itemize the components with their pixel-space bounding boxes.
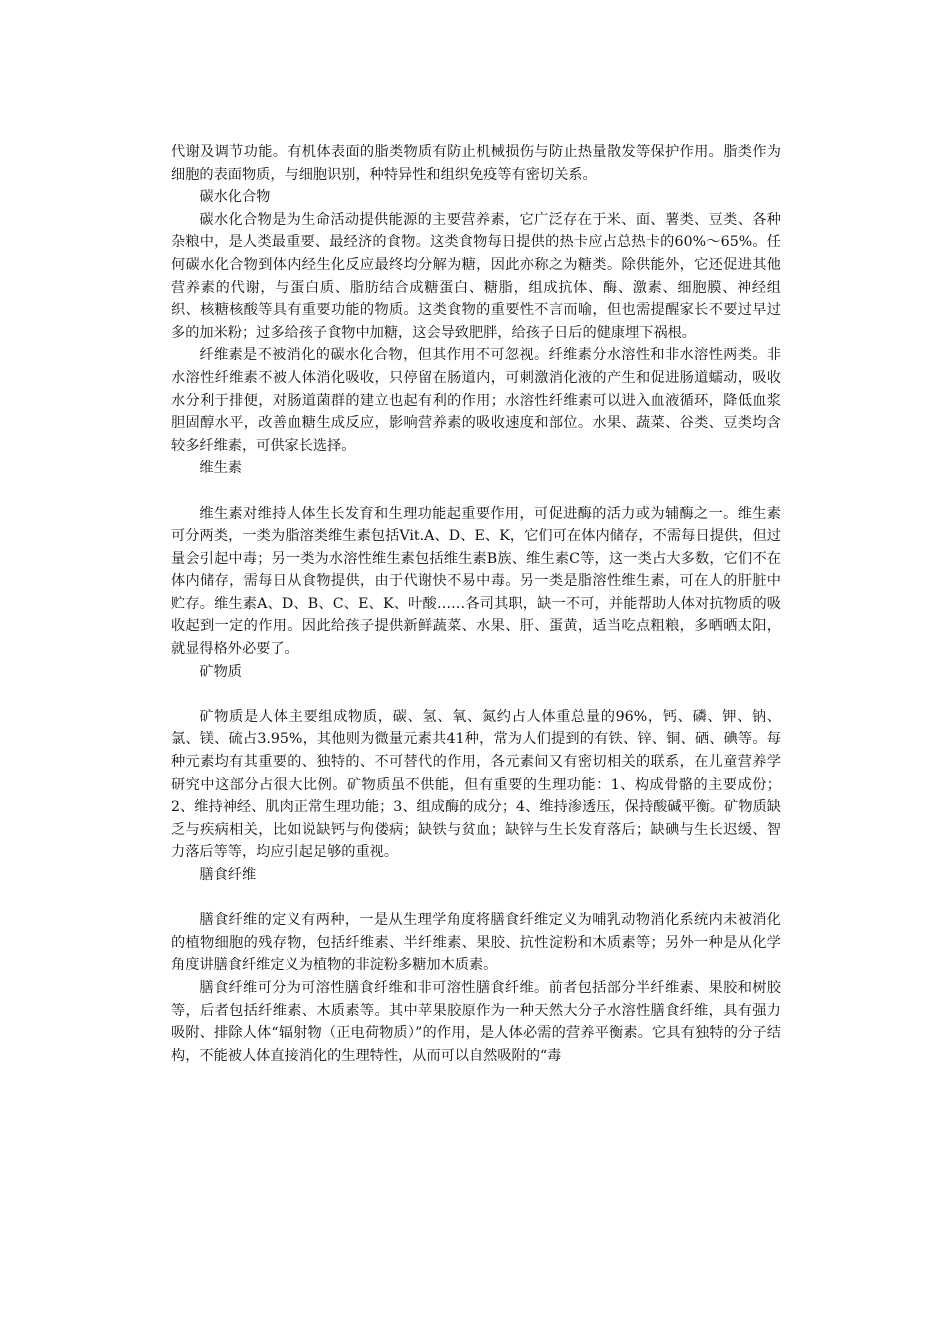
paragraph-lipids-continued: 代谢及调节功能。有机体表面的脂类物质有防止机械损伤与防止热量散发等保护作用。脂类作为细胞的表面物质，与细胞识别，种特异性和组织免疫等有密切关系。	[171, 144, 781, 183]
heading-carbohydrates: 碳水化合物	[199, 189, 271, 206]
paragraph-carbohydrates: 碳水化合物是为生命活动提供能源的主要营养素，它广泛存在于米、面、薯类、豆类、各种杂粮中，是人类最重要、最经济的食物。这类食物每日提供的热卡应占总热卡的60%～65%。任何碳水化合物到体内经生化反应最终均分解为糖，因此亦称之为糖类。除供能外，它还促进其他营养素的代谢，与蛋白质、脂肪结合成糖蛋白、糖脂，组成抗体、酶、激素、细胞膜、神经组织、核糖核酸等具有重要功能的物质。这类食物的重要性不言而喻，但也需提醒家长不要过早过多的加米粉；过多给孩子食物中加糖，这会导致肥胖，给孩子日后的健康埋下祸根。	[171, 211, 781, 341]
paragraph-dietary-fiber-types: 膳食纤维可分为可溶性膳食纤维和非可溶性膳食纤维。前者包括部分半纤维素、果胶和树胶等，后者包括纤维素、木质素等。其中苹果胶原作为一种天然大分子水溶性膳食纤维，具有强力吸附、排除人体“辐射物（正电荷物质）”的作用，是人体必需的营养平衡素。它具有独特的分子结构，不能被人体直接消化的生理特性，从而可以自然吸附的“毒	[171, 979, 781, 1064]
paragraph-dietary-fiber-definition: 膳食纤维的定义有两种，一是从生理学角度将膳食纤维定义为哺乳动物消化系统内未被消化的植物细胞的残存物，包括纤维素、半纤维素、果胶、抗性淀粉和木质素等；另外一种是从化学角度讲膳食纤维定义为植物的非淀粉多糖加木质素。	[171, 912, 781, 974]
paragraph-vitamins: 维生素对维持人体生长发育和生理功能起重要作用，可促进酶的活力或为辅酶之一。维生素可分两类，一类为脂溶类维生素包括Vit.A、D、E、K，它们可在体内储存，不需每日提供，但过量会引起中毒；另一类为水溶性维生素包括维生素B族、维生素C等，这一类占大多数，它们不在体内储存，需每日从食物提供，由于代谢快不易中毒。另一类是脂溶性维生素，可在人的肝脏中贮存。维生素A、D、B、C、E、K、叶酸……各司其职，缺一不可，并能帮助人体对抗物质的吸收起到一定的作用。因此给孩子提供新鲜蔬菜、水果、肝、蛋黄，适当吃点粗粮，多晒晒太阳，就显得格外必要了。	[171, 505, 781, 658]
heading-minerals: 矿物质	[199, 663, 242, 680]
heading-dietary-fiber: 膳食纤维	[199, 867, 257, 883]
paragraph-minerals: 矿物质是人体主要组成物质，碳、氢、氧、氮约占人体重总量的96%，钙、磷、钾、钠、氯、镁、硫占3.95%，其他则为微量元素共41种，常为人们提到的有铁、锌、铜、硒、碘等。每种元素均有其重要的、独特的、不可替代的作用，各元素间又有密切相关的联系，在儿童营养学研究中这部分占很大比例。矿物质虽不供能，但有重要的生理功能：1、构成骨骼的主要成份；2、维持神经、肌肉正常生理功能；3、组成酶的成分；4、维持渗透压，保持酸碱平衡。矿物质缺乏与疾病相关，比如说缺钙与佝偻病；缺铁与贫血；缺锌与生长发育落后；缺碘与生长迟缓、智力落后等等，均应引起足够的重视。	[171, 708, 781, 861]
document-page	[171, 141, 781, 1067]
heading-vitamins: 维生素	[199, 460, 242, 477]
paragraph-cellulose: 纤维素是不被消化的碳水化合物，但其作用不可忽视。纤维素分水溶性和非水溶性两类。非水溶性纤维素不被人体消化吸收，只停留在肠道内，可刺激消化液的产生和促进肠道蠕动，吸收水分利于排便，对肠道菌群的建立也起有利的作用；水溶性纤维素可以进入血液循环，降低血浆胆固醇水平，改善血糖生成反应，影响营养素的吸收速度和部位。水果、蔬菜、谷类、豆类均含较多纤维素，可供家长选择。	[171, 347, 781, 454]
